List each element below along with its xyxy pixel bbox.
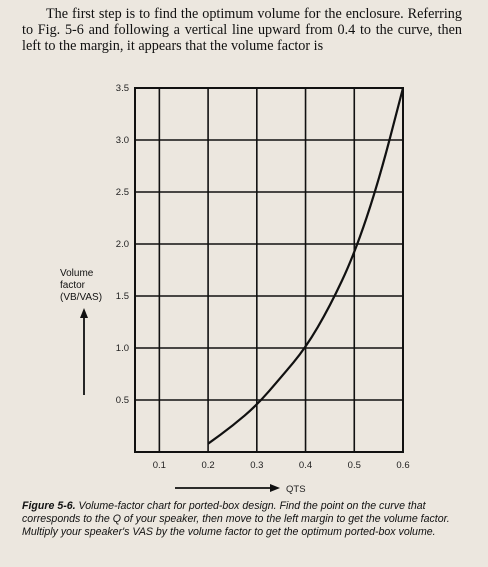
chart-area [0,70,488,500]
y-label-line-3: (VB/VAS) [60,292,103,303]
x-axis-label: QTS [286,484,306,495]
y-axis-arrow-head [80,308,88,318]
plot-frame [135,88,403,452]
caption-text: Volume-factor chart for ported-box design. Find the point on the curve that corresponds to the Q of your speaker, then move to the left margin to get the volume factor. Multiply your speaker's VAS by the volume factor to get the optimum ported-box volume. [22,500,450,538]
y-label-line-2: factor [60,280,86,291]
figure-caption [22,500,458,539]
y-label-line-1: Volume [60,268,94,279]
intro-paragraph: The first step is to find the optimum volume for the enclosure. Referring to Fig. 5-6 and following a vertical line upward from 0.4 to the curve, then left to the margin, it appears that the volume factor is [22,6,462,54]
x-tick-label: 0.6 [396,460,410,471]
y-tick-label: 0.5 [115,395,129,406]
y-tick-label: 1.5 [115,291,129,302]
y-tick-label: 2.0 [115,239,129,250]
y-axis-label [60,268,112,304]
x-tick-label: 0.2 [201,460,215,471]
y-tick-label: 3.0 [115,135,129,146]
y-tick-label: 1.0 [115,343,129,354]
x-tick-label: 0.3 [250,460,264,471]
x-tick-label: 0.1 [152,460,166,471]
x-axis-arrow-head [270,484,280,492]
x-tick-label: 0.4 [298,460,313,471]
x-tick-label: 0.5 [347,460,361,471]
y-tick-label: 2.5 [115,187,129,198]
y-tick-label: 3.5 [115,83,129,94]
caption-label: Figure 5-6. [22,500,76,512]
